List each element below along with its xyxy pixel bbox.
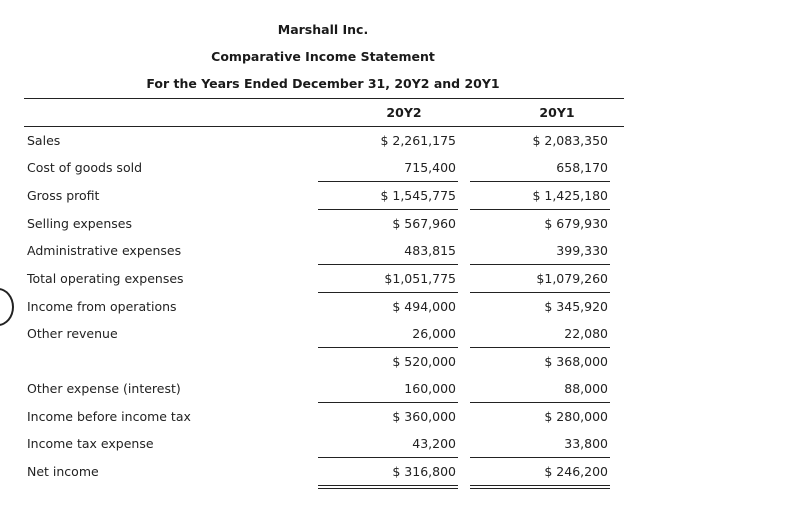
selection-circle	[0, 288, 14, 326]
value-20y1: 33,800	[564, 436, 608, 451]
total-double-rule	[318, 485, 458, 489]
subtotal-rule	[318, 457, 458, 458]
row-label: Other expense (interest)	[27, 381, 181, 396]
subtotal-rule	[470, 181, 610, 182]
table-row	[0, 299, 640, 315]
value-20y1: $ 2,083,350	[532, 133, 608, 148]
table-row	[0, 464, 640, 480]
value-20y1: $ 246,200	[544, 464, 608, 479]
subtotal-rule	[318, 264, 458, 265]
value-20y1: $ 368,000	[544, 354, 608, 369]
subtotal-rule	[470, 457, 610, 458]
table-row	[0, 188, 640, 204]
value-20y2: $ 1,545,775	[380, 188, 456, 203]
subtotal-rule	[470, 347, 610, 348]
value-20y1: $ 1,425,180	[532, 188, 608, 203]
table-row	[0, 271, 640, 287]
subtotal-rule	[318, 292, 458, 293]
statement-title: Comparative Income Statement	[211, 49, 435, 64]
value-20y2: $ 520,000	[392, 354, 456, 369]
subtotal-rule	[318, 209, 458, 210]
row-label: Other revenue	[27, 326, 118, 341]
header-top-rule	[24, 98, 624, 99]
header-bottom-rule	[24, 126, 624, 127]
row-label: Income tax expense	[27, 436, 154, 451]
table-row	[0, 216, 640, 232]
row-label: Net income	[27, 464, 99, 479]
table-row	[0, 409, 640, 425]
value-20y1: 22,080	[564, 326, 608, 341]
subtotal-rule	[318, 181, 458, 182]
value-20y2: $1,051,775	[384, 271, 456, 286]
value-20y1: $ 345,920	[544, 299, 608, 314]
value-20y2: $ 360,000	[392, 409, 456, 424]
value-20y1: 658,170	[556, 160, 608, 175]
subtotal-rule	[470, 264, 610, 265]
row-label: Income before income tax	[27, 409, 191, 424]
value-20y1: 399,330	[556, 243, 608, 258]
value-20y2: $ 316,800	[392, 464, 456, 479]
value-20y2: 715,400	[404, 160, 456, 175]
row-label: Sales	[27, 133, 61, 148]
table-row	[0, 243, 640, 259]
value-20y1: $1,079,260	[536, 271, 608, 286]
column-header-20y1: 20Y1	[539, 105, 575, 120]
value-20y2: 43,200	[412, 436, 456, 451]
value-20y2: 26,000	[412, 326, 456, 341]
value-20y1: $ 679,930	[544, 216, 608, 231]
value-20y2: $ 2,261,175	[380, 133, 456, 148]
subtotal-rule	[470, 292, 610, 293]
statement-period: For the Years Ended December 31, 20Y2 and 20Y1	[146, 76, 500, 91]
table-row	[0, 354, 640, 370]
subtotal-rule	[318, 347, 458, 348]
value-20y1: 88,000	[564, 381, 608, 396]
value-20y1: $ 280,000	[544, 409, 608, 424]
subtotal-rule	[470, 402, 610, 403]
table-row	[0, 160, 640, 176]
value-20y2: 160,000	[404, 381, 456, 396]
value-20y2: 483,815	[404, 243, 456, 258]
table-row	[0, 133, 640, 149]
row-label: Cost of goods sold	[27, 160, 143, 175]
table-row	[0, 381, 640, 397]
row-label: Gross profit	[27, 188, 100, 203]
column-header-20y2: 20Y2	[386, 105, 422, 120]
row-label: Selling expenses	[27, 216, 133, 231]
total-double-rule	[470, 485, 610, 489]
value-20y2: $ 567,960	[392, 216, 456, 231]
company-name: Marshall Inc.	[277, 22, 369, 37]
row-label: Income from operations	[27, 299, 177, 314]
row-label: Administrative expenses	[27, 243, 182, 258]
table-row	[0, 436, 640, 452]
value-20y2: $ 494,000	[392, 299, 456, 314]
subtotal-rule	[470, 209, 610, 210]
subtotal-rule	[318, 402, 458, 403]
row-label: Total operating expenses	[27, 271, 184, 286]
table-row	[0, 326, 640, 342]
